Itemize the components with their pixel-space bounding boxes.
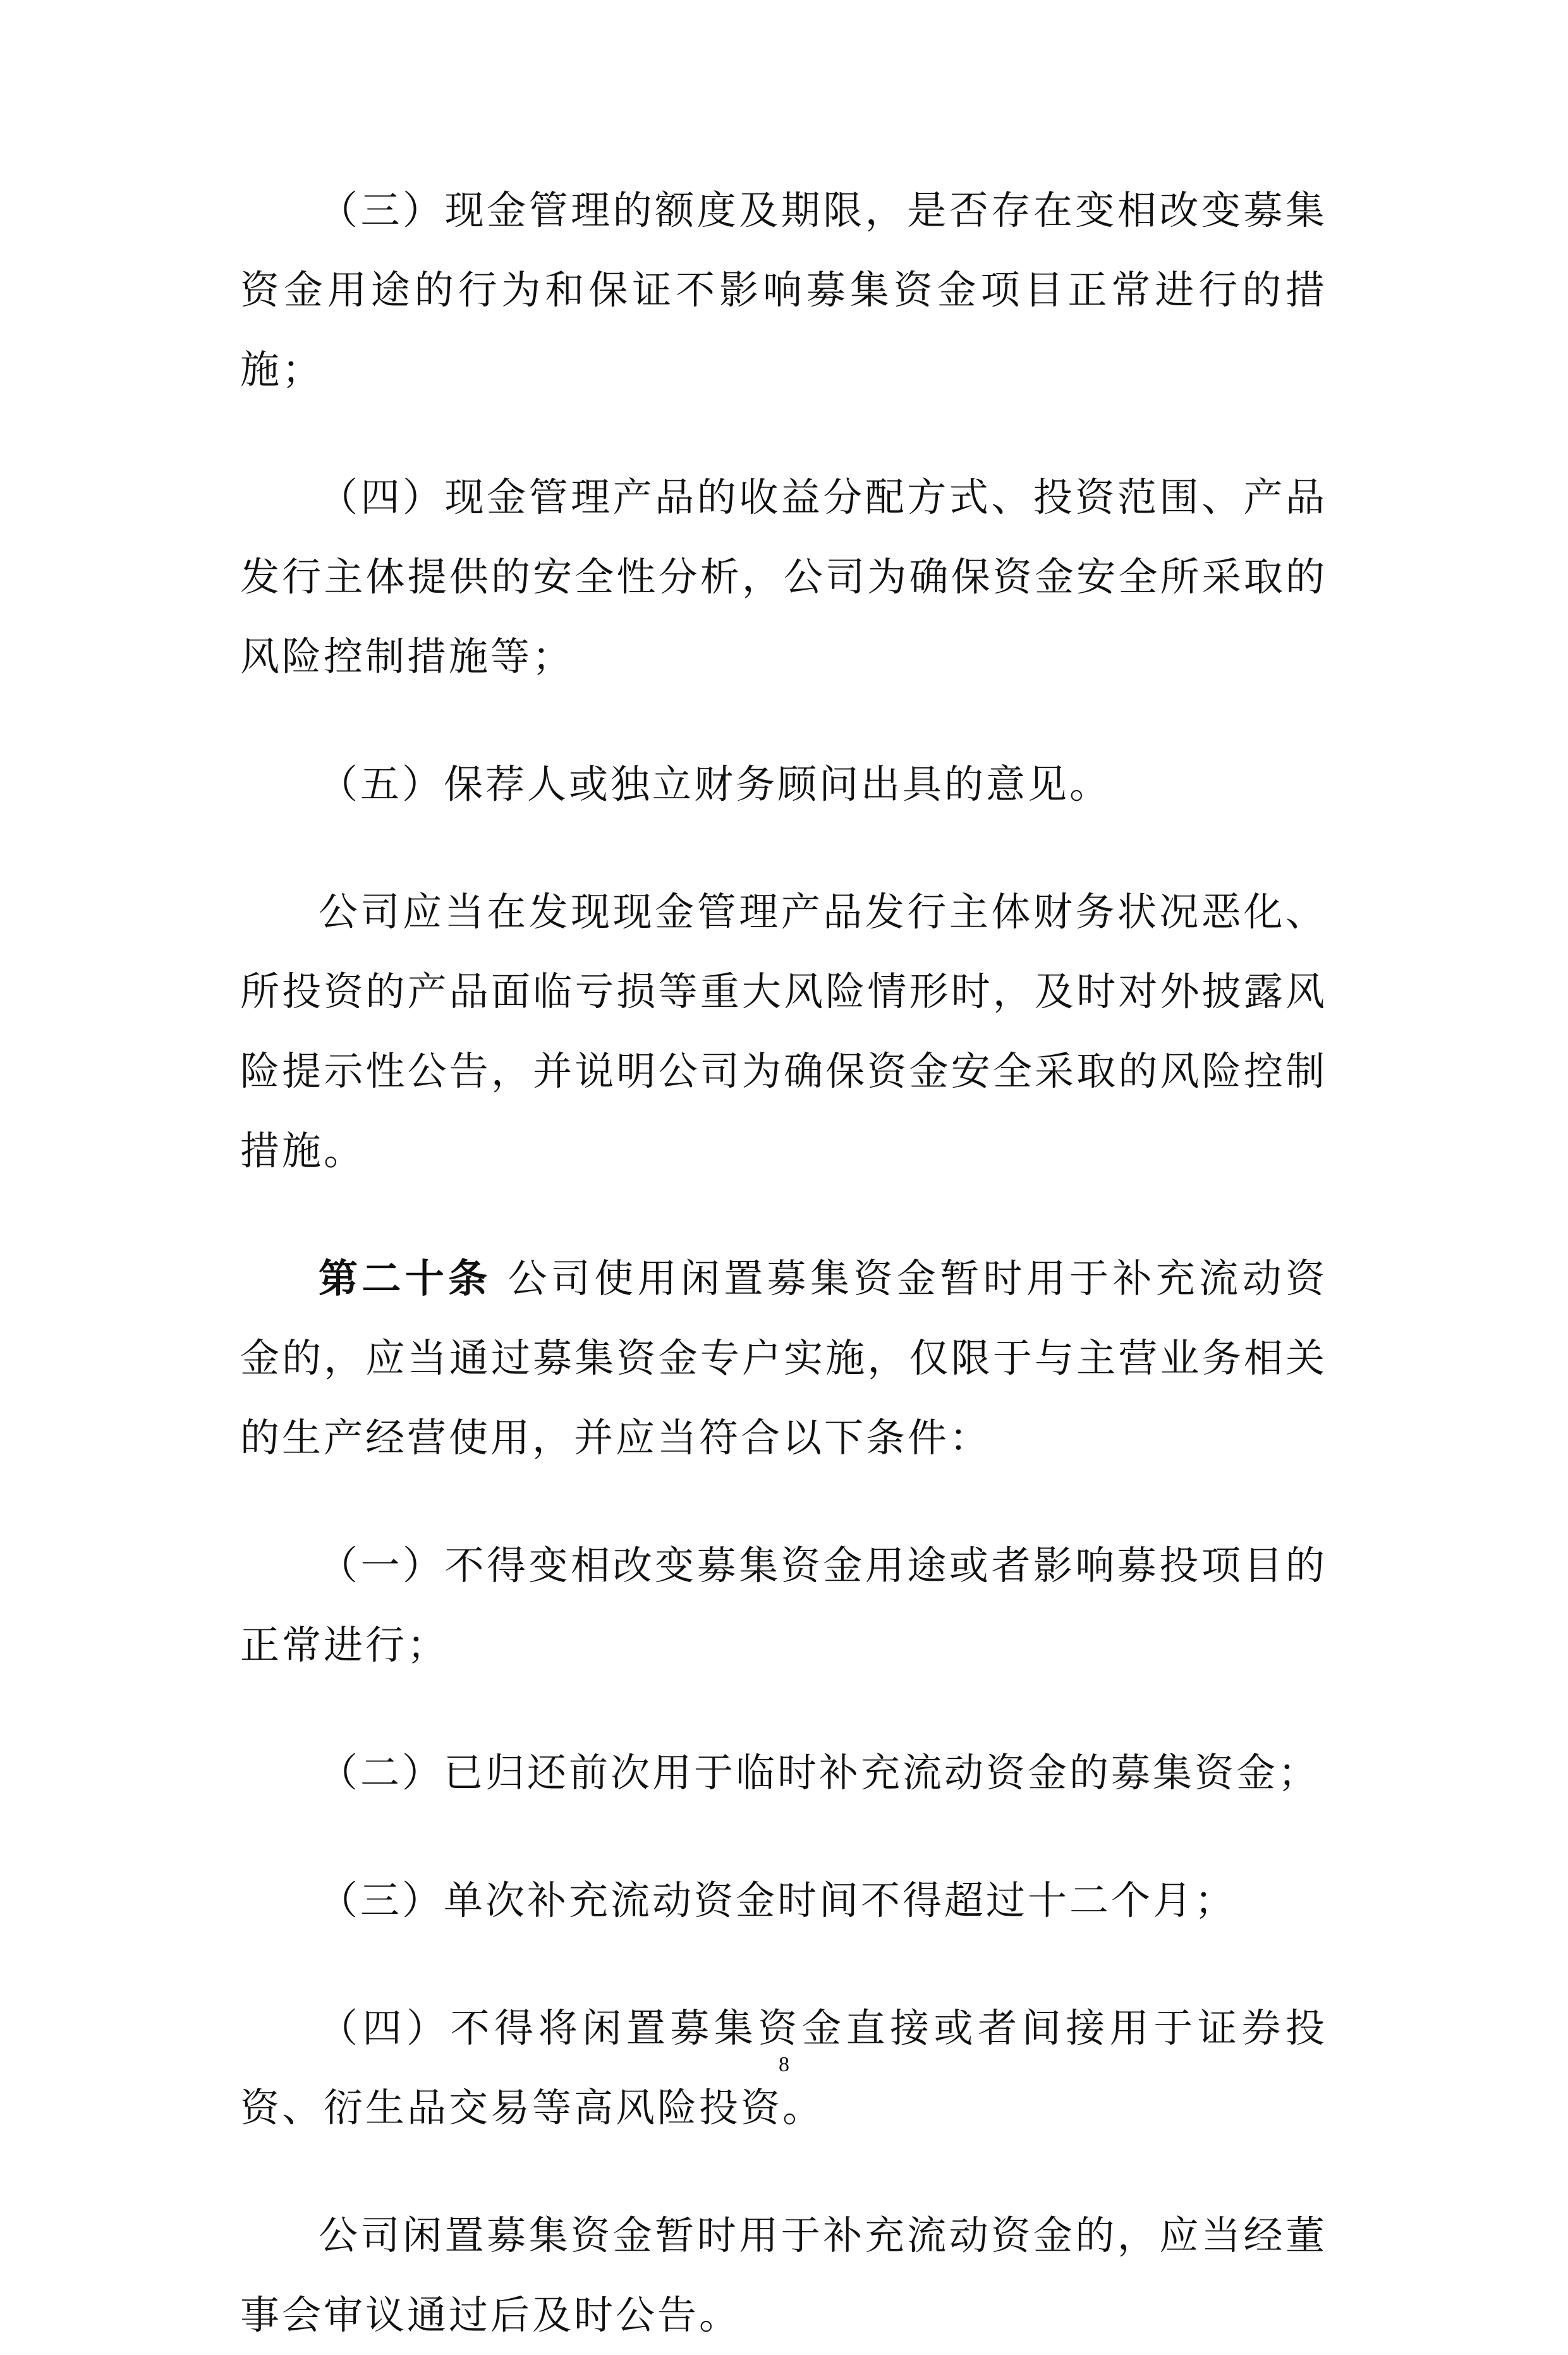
paragraph-board-approval (240, 2196, 1327, 2355)
article-20-paragraph (240, 1239, 1327, 1478)
paragraph-text: 公司闲置募集资金暂时用于补充流动资金的，应当经董事会审议通过后及时公告。 (240, 2212, 1327, 2338)
paragraph-text: （四）不得将闲置募集资金直接或者间接用于证券投资、衍生品交易等高风险投资。 (240, 2005, 1327, 2131)
paragraph-text: （五）保荐人或独立财务顾问出具的意见。 (319, 761, 1112, 807)
condition-item-1 (240, 1526, 1327, 1685)
paragraph-item-5 (240, 745, 1327, 824)
paragraph-text: 公司应当在发现现金管理产品发行主体财务状况恶化、所投资的产品面临亏损等重大风险情形时，及时对外披露风险提示性公告，并说明公司为确保资金安全采取的风险控制措施。 (240, 889, 1327, 1174)
paragraph-text: （三）单次补充流动资金时间不得超过十二个月； (319, 1877, 1237, 1923)
paragraph-text: （一）不得变相改变募集资金用途或者影响募投项目的正常进行； (240, 1542, 1327, 1668)
document-body (240, 171, 1327, 2355)
page-number: 8 (779, 2053, 789, 2076)
condition-item-2 (240, 1733, 1327, 1813)
paragraph-text: （三）现金管理的额度及期限，是否存在变相改变募集资金用途的行为和保证不影响募集资金项目正常进行的措施； (240, 187, 1327, 392)
paragraph-text: （二）已归还前次用于临时补充流动资金的募集资金； (319, 1750, 1320, 1796)
paragraph-text: 公司使用闲置募集资金暂时用于补充流动资金的，应当通过募集资金专户实施，仅限于与主营业务相关的生产经营使用，并应当符合以下条件： (240, 1255, 1327, 1461)
paragraph-item-3 (240, 171, 1327, 410)
paragraph-risk-disclosure (240, 872, 1327, 1191)
condition-item-3 (240, 1861, 1327, 1940)
paragraph-item-4 (240, 458, 1327, 697)
paragraph-text: （四）现金管理产品的收益分配方式、投资范围、产品发行主体提供的安全性分析，公司为确保资金安全所采取的风险控制措施等； (240, 474, 1327, 679)
article-heading: 第二十条 (319, 1255, 492, 1301)
